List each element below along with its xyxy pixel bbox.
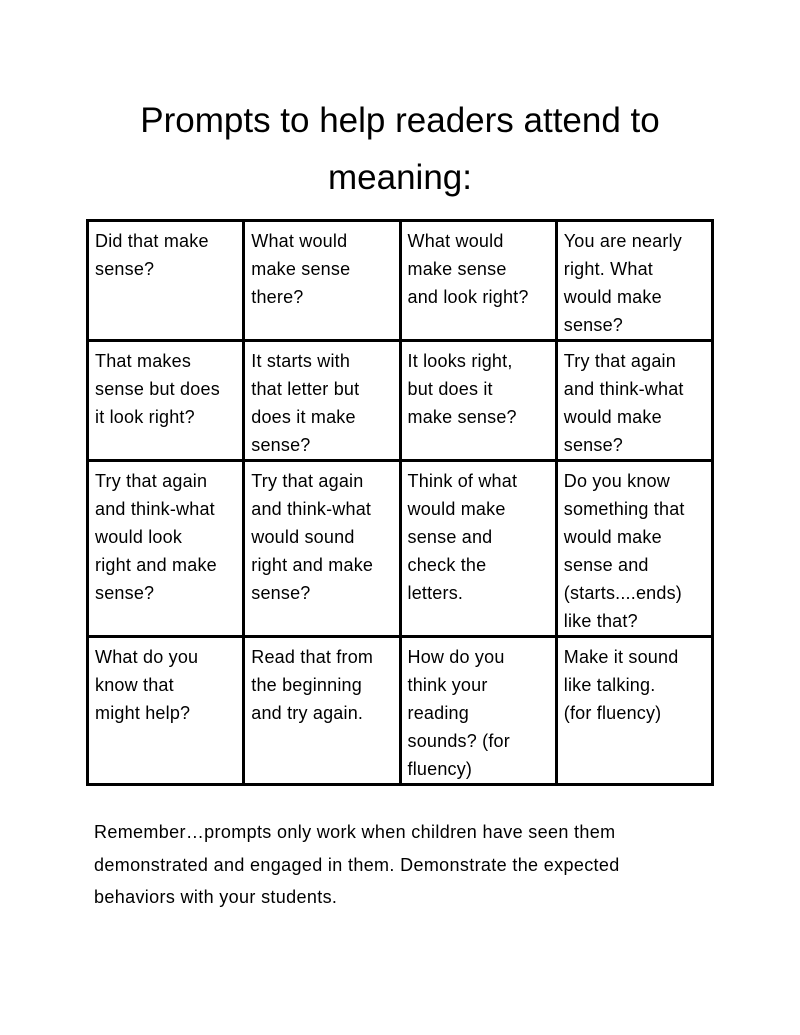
prompt-cell [556,637,712,785]
prompt-cell [400,637,556,785]
prompt-text-line: make sense [407,259,507,279]
prompt-text-line: reading [407,703,469,723]
prompt-text-line: right and make [95,555,217,575]
prompt-text-line: What do you [95,647,199,667]
prompt-text-line: it look right? [95,407,195,427]
prompt-text-line: make sense? [407,407,517,427]
prompt-text-line: It starts with [251,351,351,371]
prompt-text-line: It looks right, [407,351,513,371]
prompt-cell [244,637,400,785]
prompt-text-line: sense? [95,583,155,603]
reminder-note-line-3: behaviors with your students. [94,887,338,907]
prompt-text-line: Make it sound [563,647,679,667]
prompt-text-line: something that [563,499,685,519]
prompt-text-line: might help? [95,703,191,723]
prompt-cell [556,461,712,637]
prompt-text-line: and think-what [251,499,372,519]
prompt-text-line: right and make [251,555,374,575]
prompt-text-line: What would [251,231,348,251]
prompt-cell [244,341,400,461]
prompt-text-line: sense? [563,435,623,455]
prompt-text-line: sounds? (for [407,731,510,751]
prompt-text-line: sense? [563,315,623,335]
page-title-line-1: Prompts to help readers attend to [140,101,660,140]
prompt-text-line: sense and [407,527,493,547]
prompt-text-line: check the [407,555,487,575]
reminder-note [94,816,734,914]
prompt-cell [88,341,244,461]
prompts-table [86,219,714,786]
prompts-table-body [88,221,713,785]
prompt-text-line: Read that from [251,647,374,667]
prompt-text-line: sense? [251,583,311,603]
prompt-text-line: sense but does [95,379,220,399]
page-title-line-2: meaning: [328,158,472,197]
reminder-note-line-1: Remember…prompts only work when children have seen them [94,822,616,842]
prompt-text-line: You are nearly [563,231,682,251]
prompt-cell [244,461,400,637]
prompt-text-line: sense? [251,435,311,455]
prompt-text-line: would sound [251,527,355,547]
prompt-cell [244,221,400,341]
prompt-text-line: and think-what [563,379,684,399]
prompt-text-line: Think of what [407,471,518,491]
prompt-text-line: but does it [407,379,493,399]
prompt-text-line: like talking. [563,675,656,695]
prompt-text-line: would make [563,407,662,427]
prompt-text-line: Do you know [563,471,671,491]
prompt-cell [400,221,556,341]
prompt-text-line: Try that again [563,351,676,371]
prompt-cell [400,341,556,461]
table-row [88,341,713,461]
prompt-text-line: like that? [563,611,638,631]
prompt-cell [556,221,712,341]
prompt-text-line: think your [407,675,488,695]
prompt-text-line: know that [95,675,174,695]
prompt-text-line: and look right? [407,287,529,307]
prompt-cell [556,341,712,461]
prompt-text-line: (starts....ends) [563,583,682,603]
prompt-text-line: right. What [563,259,653,279]
prompt-cell [88,461,244,637]
table-row [88,221,713,341]
prompt-text-line: and think-what [95,499,215,519]
prompt-text-line: would make [563,527,662,547]
table-row [88,637,713,785]
prompt-text-line: would look [95,527,183,547]
prompt-text-line: the beginning [251,675,362,695]
prompt-text-line: would make [563,287,662,307]
prompt-text-line: What would [407,231,504,251]
prompt-cell [88,221,244,341]
prompt-text-line: sense and [563,555,649,575]
prompt-text-line: (for fluency) [563,703,662,723]
prompt-text-line: fluency) [407,759,473,779]
prompt-text-line: sense? [95,259,155,279]
prompt-cell [88,637,244,785]
prompt-text-line: does it make [251,407,356,427]
reminder-note-line-2: demonstrated and engaged in them. Demonstrate the expected [94,854,620,875]
prompt-text-line: would make [407,499,506,519]
prompt-text-line: Try that again [95,471,208,491]
prompt-text-line: make sense [251,259,351,279]
prompt-text-line: there? [251,287,304,307]
prompt-text-line: That makes [95,351,192,371]
prompt-text-line: Did that make [95,231,209,251]
table-row [88,461,713,637]
prompt-text-line: that letter but [251,379,360,399]
prompt-text-line: Try that again [251,471,364,491]
prompt-text-line: How do you [407,647,505,667]
prompt-text-line: letters. [407,583,464,603]
prompt-text-line: and try again. [251,703,364,723]
prompt-cell [400,461,556,637]
page-title [100,92,700,206]
